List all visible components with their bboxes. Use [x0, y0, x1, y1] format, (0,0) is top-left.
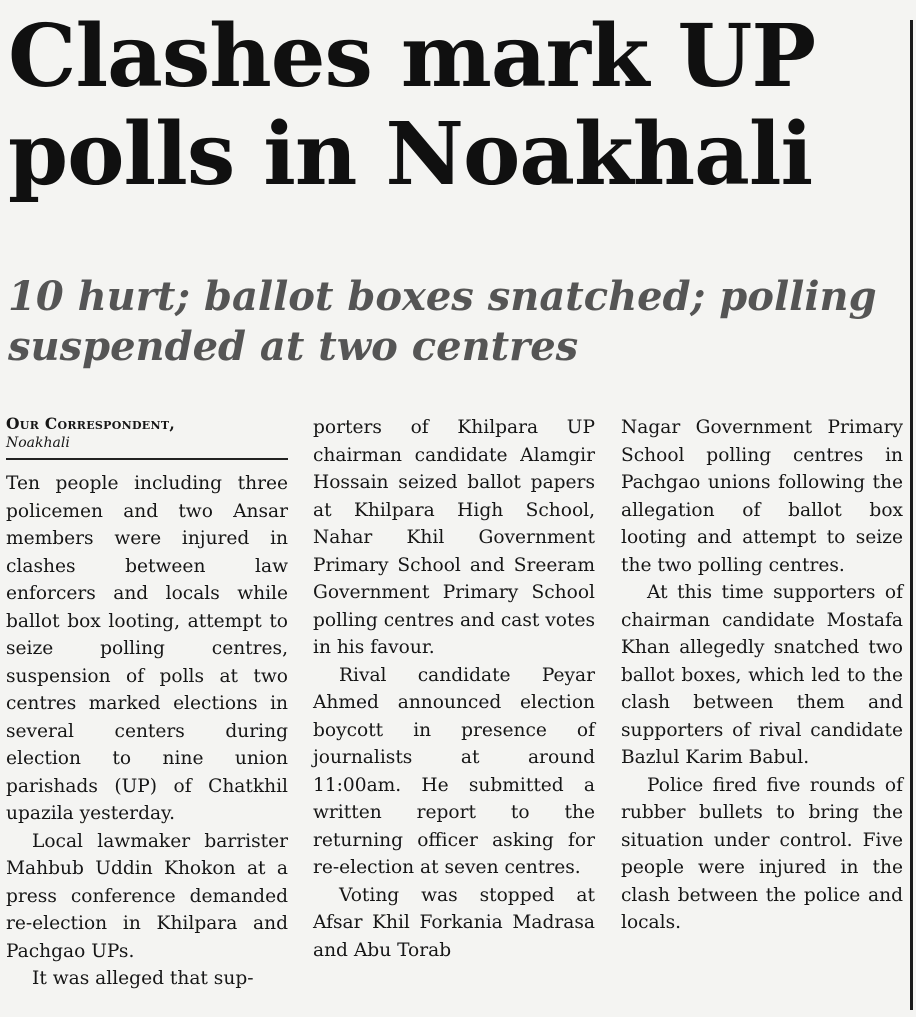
byline-author: Our Correspondent,: [6, 414, 176, 433]
paragraph-3-end: porters of Khilpara UP chairman candidate Alamgir Hossain seized ballot papers at Khilpara High School, Nahar Khil Government Primary School and Sreeram Government Primary School polling centres and cast votes in his favour.: [313, 417, 595, 658]
subheadline-line-2: suspended at two centres: [8, 323, 579, 370]
column-rule: [910, 20, 913, 1010]
paragraph-3-start: It was alleged that sup-: [32, 968, 254, 989]
article-column-2: [313, 414, 595, 964]
subheadline: [8, 272, 908, 372]
subheadline-line-1: 10 hurt; ballot boxes snatched; polling: [8, 273, 877, 320]
paragraph-4: Rival candidate Peyar Ahmed announced election boycott in presence of journalists at around 11:00am. He submitted a written report to the returning officer asking for re-election at seven centres.: [313, 664, 595, 878]
headline-line-2: polls in Noakhali: [8, 104, 813, 205]
paragraph-2: Local lawmaker barrister Mahbub Uddin Khokon at a press conference demanded re-election in Khilpara and Pachgao UPs.: [6, 830, 288, 962]
paragraph-5-end: Nagar Government Primary School polling centres in Pachgao unions following the allegation of ballot box looting and attempt to seize the two polling centres.: [621, 417, 903, 576]
paragraph-7: Police fired five rounds of rubber bullets to bring the situation under control. Five people were injured in the clash between the police and locals.: [621, 774, 903, 933]
article-column-1: [6, 412, 288, 993]
headline: [8, 8, 908, 204]
headline-line-1: Clashes mark UP: [8, 6, 816, 107]
paragraph-1: Ten people including three policemen and two Ansar members were injured in clashes between law enforcers and locals while ballot box looting, attempt to seize polling centres, suspension of polls at two centres marked elections in several centers during election to nine union parishads (UP) of Chatkhil upazila yesterday.: [6, 473, 288, 824]
article-column-3: [621, 414, 903, 937]
byline-location: Noakhali: [6, 434, 288, 460]
paragraph-5-start: Voting was stopped at Afsar Khil Forkania Madrasa and Abu Torab: [313, 884, 595, 961]
paragraph-6: At this time supporters of chairman candidate Mostafa Khan allegedly snatched two ballot boxes, which led to the clash between them and supporters of rival candidate Bazlul Karim Babul.: [621, 582, 903, 768]
